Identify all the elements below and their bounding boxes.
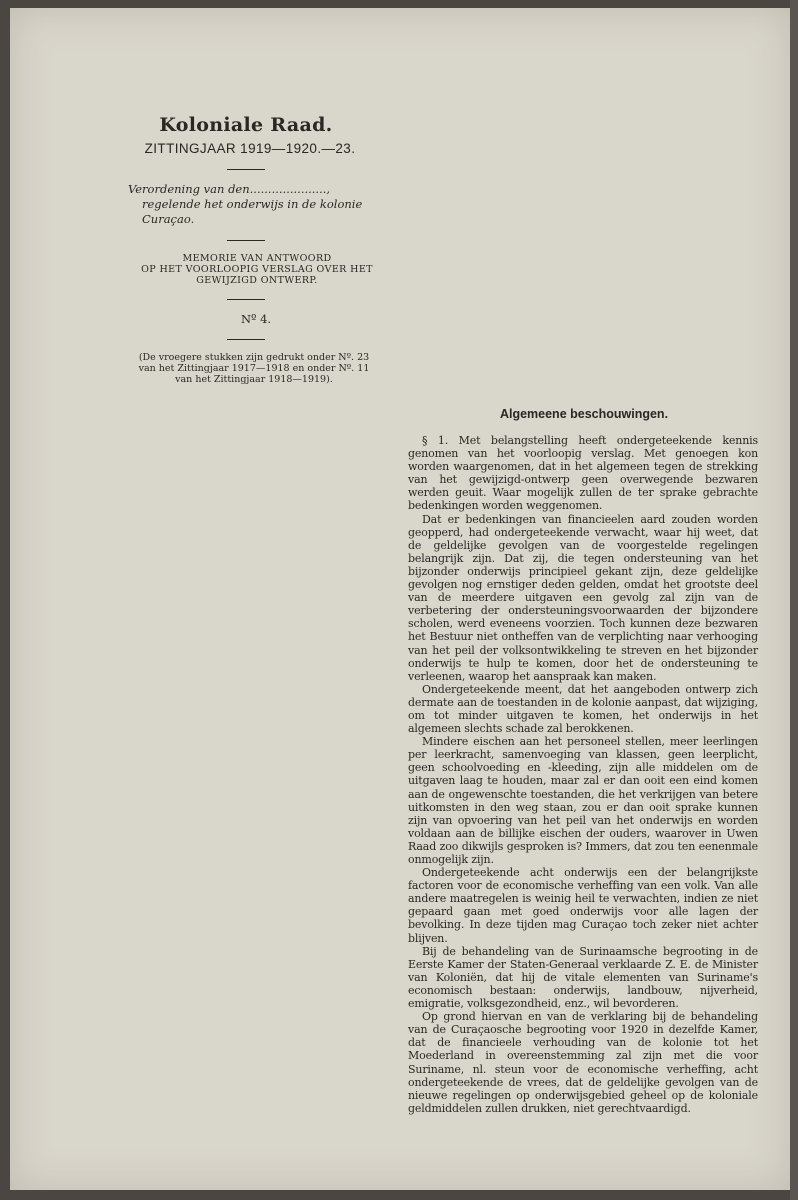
note-line-1: (De vroegere stukken zijn gedrukt onder Nº. 23	[138, 352, 370, 363]
note-line-3: van het Zittingjaar 1918—1919).	[175, 374, 333, 385]
memorie-line-2: OP HET VOORLOOPIG VERSLAG OVER HET	[141, 264, 373, 275]
document-page	[10, 8, 790, 1190]
session-year: ZITTINGJAAR 1919—1920.—23.	[144, 141, 356, 156]
council-title: Koloniale Raad.	[159, 114, 333, 136]
paragraph-2: Dat er bedenkingen van financieelen aard zouden worden geopperd, had ondergeteekende verwacht, waar hij weet, dat de geldelijke gevolgen van de voorgestelde regelingen belangrijk zijn. Dat zij, die tegen ondersteuning van het bijzonder onderwijs principieel gekant zijn, deze geldelijke gevolgen nog ernstiger deden gelden, omdat het grootste deel van de meerdere uitgaven een gevolg zal zijn van de verbetering der ondersteuningsvoorwaarden der bijzondere scholen, werd eveneens voorzien. Toch kunnen deze bezwaren het Bestuur niet ontheffen van de verplichting naar verhooging van het peil der volksontwikkeling te streven en het bijzonder onderwijs te hulp te komen, door het de ondersteuning te verleenen, waarop het aanspraak kan maken.	[408, 512, 758, 683]
divider	[227, 169, 265, 170]
memorie-heading	[134, 253, 380, 286]
note-line-2: van het Zittingjaar 1917—1918 en onder Nº. 11	[138, 363, 370, 374]
ordinance-title	[128, 182, 380, 227]
ordinance-line-2: regelende het onderwijs in de kolonie Curaçao.	[142, 197, 363, 226]
divider	[227, 240, 265, 241]
ordinance-line-1: Verordening van den.....................,	[128, 182, 331, 196]
paragraph-3: Ondergeteekende meent, dat het aangeboden ontwerp zich dermate aan de toestanden in de kolonie aanpast, dat wijziging, om tot minder uitgaven te komen, het onderwijs in het algemeen slechts schade zal berokkenen.	[408, 682, 758, 736]
earlier-documents-note	[128, 352, 380, 385]
document-number: Nº 4.	[240, 312, 272, 326]
divider	[227, 339, 265, 340]
paragraph-5: Ondergeteekende acht onderwijs een der belangrijkste factoren voor de economische verheffing van een volk. Van alle andere maatregelen is weinig heil te verwachten, indien ze niet gepaard gaan met goed onderwijs voor alle lagen der bevolking. In deze tijden mag Curaçao toch zeker niet achter blijven.	[408, 866, 758, 945]
paragraph-7: Op grond hiervan en van de verklaring bij de behandeling van de Curaçaosche begrooting voor 1920 in dezelfde Kamer, dat de financieele verhouding van de kolonie tot het Moederland in overeenstemming zal zijn met die voor Suriname, nl. steun voor de economische verheffing, acht ondergeteekende de vrees, dat de geldelijke gevolgen van de nieuwe regelingen op onderwijsgebied geheel op de koloniale geldmiddelen zullen drukken, niet gerechtvaardigd.	[408, 1010, 758, 1115]
divider	[227, 299, 265, 300]
paragraph-6: Bij de behandeling van de Surinaamsche begrooting in de Eerste Kamer der Staten-Generaal verklaarde Z. E. de Minister van Koloniën, dat hij de vitale elementen van Suriname's economisch bestaan: onderwijs, landbouw, nijverheid, emigratie, volksgezondheid, enz., wil bevorderen.	[408, 944, 758, 1011]
memorie-line-3: GEWIJZIGD ONTWERP.	[196, 275, 318, 286]
memorie-line-1: MEMORIE VAN ANTWOORD	[182, 253, 332, 264]
paragraph-1: § 1. Met belangstelling heeft ondergeteekende kennis genomen van het voorloopig verslag. Met genoegen kon worden waargenomen, dat in het algemeen tegen de strekking van het gewijzigd-ontwerp geen overwegende bezwaren werden geuit. Waar mogelijk zullen de ter sprake gebrachte bedenkingen worden weggenomen.	[408, 434, 758, 513]
document-header-block	[112, 102, 380, 385]
paragraph-4: Mindere eischen aan het personeel stellen, meer leerlingen per leerkracht, samenvoeging van klassen, geen leerplicht, geen schoolvoeding en -kleeding, zijn alle middelen om de uitgaven laag te houden, maar zal er dan ooit een eind komen aan de ongewenschte toestanden, die het verkrijgen van betere uitkomsten in den weg staan, zou er dan ooit sprake kunnen zijn van opvoering van het peil van het onderwijs en worden voldaan aan de billijke eischen der ouders, waarover in Uwen Raad zoo dikwijls gesproken is? Immers, dat zou ten eenenmale onmogelijk zijn.	[408, 735, 758, 866]
section-heading: Algemeene beschouwingen.	[499, 407, 669, 421]
scan-edge	[790, 0, 798, 1200]
body-column	[408, 407, 758, 1115]
